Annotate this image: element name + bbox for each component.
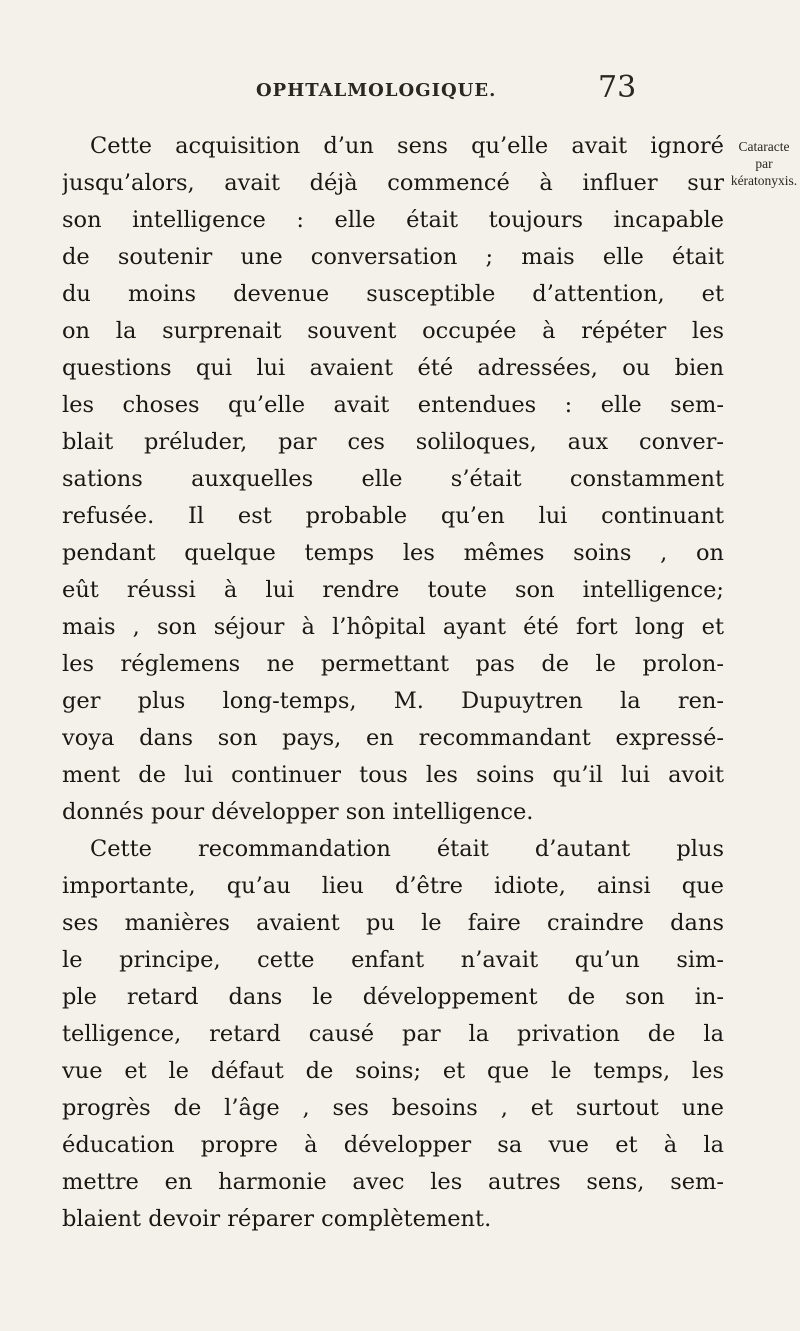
text-line: blait préluder, par ces soliloques, aux conver- [62,429,724,455]
page-number: 73 [598,70,637,105]
text-line: mettre en harmonie avec les autres sens, sem- [62,1169,724,1195]
margin-note-line: par [755,156,773,171]
text-line: son intelligence : elle était toujours incapable [62,207,724,233]
text-line: sations auxquelles elle s’était constamment [62,466,724,492]
margin-note-line: Cataracte [738,139,790,154]
text-line: vue et le défaut de soins; et que le temps, les [62,1058,724,1084]
text-line: telligence, retard causé par la privation de la [62,1021,724,1047]
text-line: pendant quelque temps les mêmes soins , on [62,540,724,566]
text-line: Cette recommandation était d’autant plus [90,836,724,862]
text-line: eût réussi à lui rendre toute son intelligence; [62,577,724,603]
text-line: ger plus long-temps, M. Dupuytren la ren- [62,688,724,714]
text-line: ses manières avaient pu le faire craindre dans [62,910,724,936]
text-line: le principe, cette enfant n’avait qu’un sim- [62,947,724,973]
text-line: progrès de l’âge , ses besoins , et surtout une [62,1095,724,1121]
margin-note [728,138,800,189]
text-line: de soutenir une conversation ; mais elle était [62,244,724,270]
text-line: du moins devenue susceptible d’attention, et [62,281,724,307]
running-title: OPHTALMOLOGIQUE. [256,80,497,101]
text-line: questions qui lui avaient été adressées, ou bien [62,355,724,381]
body-text [62,128,724,1238]
text-line: refusée. Il est probable qu’en lui continuant [62,503,724,529]
text-line: les réglemens ne permettant pas de le prolon- [62,651,724,677]
text-line: on la surprenait souvent occupée à répéter les [62,318,724,344]
text-line: ple retard dans le développement de son in- [62,984,724,1010]
text-line: ment de lui continuer tous les soins qu’il lui avoit [62,762,724,788]
text-line: éducation propre à développer sa vue et à la [62,1132,724,1158]
text-line: les choses qu’elle avait entendues : elle sem- [62,392,724,418]
text-line: importante, qu’au lieu d’être idiote, ainsi que [62,873,724,899]
text-line: blaient devoir réparer complètement. [62,1206,492,1232]
text-line: mais , son séjour à l’hôpital ayant été fort long et [62,614,724,640]
text-line: donnés pour développer son intelligence. [62,799,534,825]
text-line: jusqu’alors, avait déjà commencé à influer sur [62,170,724,196]
text-line: Cette acquisition d’un sens qu’elle avait ignoré [90,133,724,159]
margin-note-line: kératonyxis. [730,173,798,188]
text-line: voya dans son pays, en recommandant expressé- [62,725,724,751]
